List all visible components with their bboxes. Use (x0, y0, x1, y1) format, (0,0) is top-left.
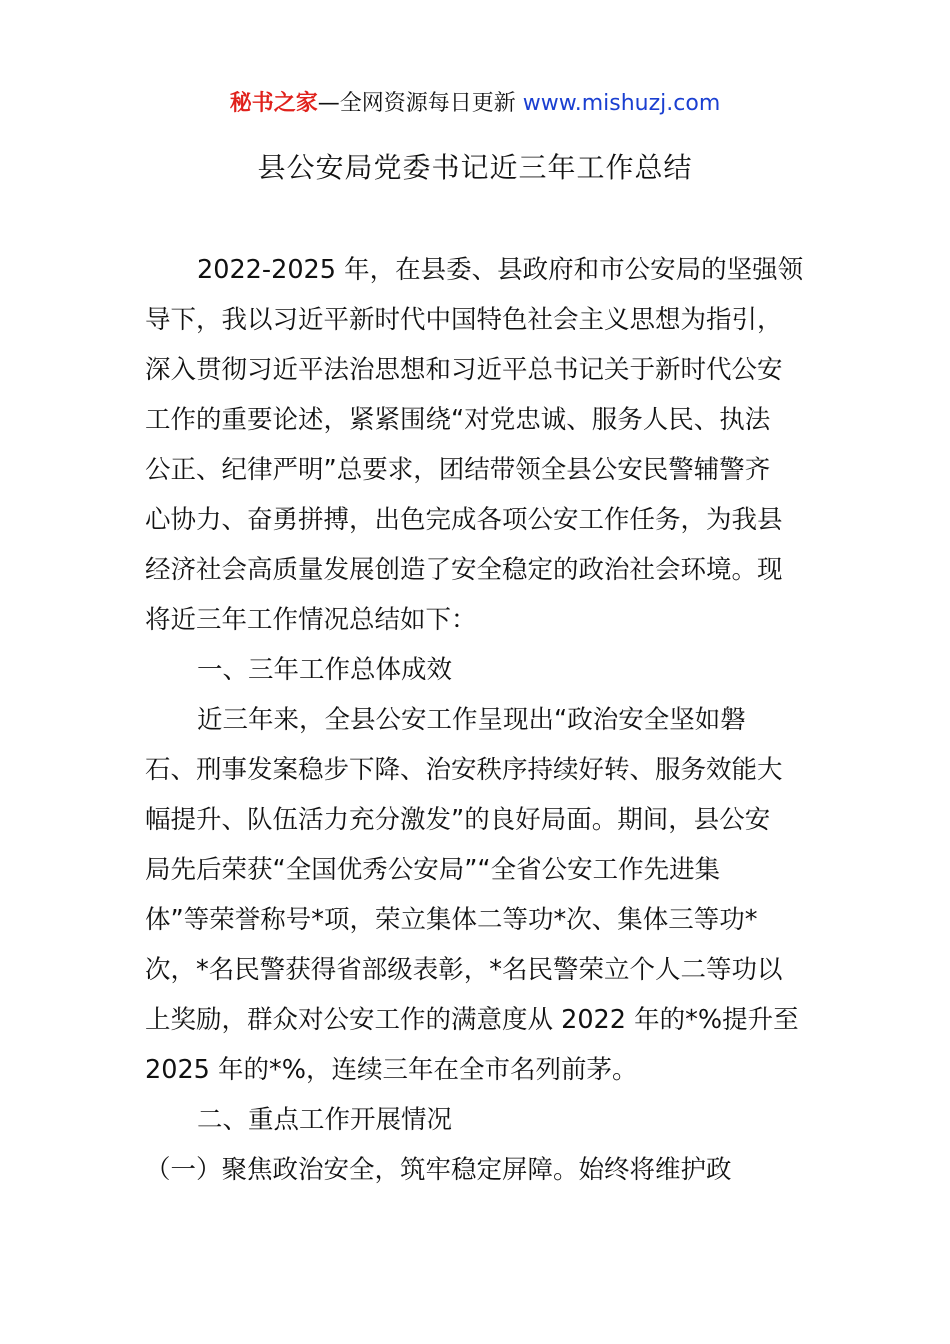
header-dash: — (317, 91, 340, 116)
subsection-line: （一）聚焦政治安全，筑牢稳定屏障。始终将维护政 (145, 1155, 732, 1185)
site-tagline: 全网资源每日更新 (339, 91, 516, 116)
paragraph-line: 经济社会高质量发展创造了安全稳定的政治社会环境。现 (145, 555, 783, 585)
paragraph-line: 深入贯彻习近平法治思想和习近平总书记关于新时代公安 (145, 355, 783, 385)
paragraph-line: 上奖励，群众对公安工作的满意度从 2022 年的*%提升至 (145, 1005, 799, 1035)
paragraph-line: 幅提升、队伍活力充分激发”的良好局面。期间，县公安 (145, 805, 771, 835)
paragraph-line: 2025 年的*%，连续三年在全市名列前茅。 (145, 1055, 638, 1085)
paragraph-line: 体”等荣誉称号*项，荣立集体二等功*次、集体三等功* (145, 905, 758, 935)
site-header (0, 86, 950, 122)
section-heading: 一、三年工作总体成效 (197, 655, 453, 685)
document-title: 县公安局党委书记近三年工作总结 (257, 151, 693, 184)
site-url-link[interactable]: www.mishuzj.com (522, 91, 721, 116)
paragraph-line: 公正、纪律严明”总要求，团结带领全县公安民警辅警齐 (145, 455, 771, 485)
paragraph-line: 导下，我以习近平新时代中国特色社会主义思想为指引， (145, 305, 783, 335)
paragraph-line: 心协力、奋勇拼搏，出色完成各项公安工作任务，为我县 (145, 505, 783, 535)
paragraph-line: 2022-2025 年，在县委、县政府和市公安局的坚强领 (197, 255, 804, 285)
paragraph-line: 工作的重要论述，紧紧围绕“对党忠诚、服务人民、执法 (145, 405, 771, 435)
paragraph-line: 局先后荣获“全国优秀公安局”“全省公安工作先进集 (145, 855, 721, 885)
paragraph-line: 近三年来，全县公安工作呈现出“政治安全坚如磐 (197, 705, 746, 735)
paragraph-line: 将近三年工作情况总结如下： (145, 605, 477, 635)
site-brand: 秘书之家 (229, 91, 318, 116)
paragraph-line: 石、刑事发案稳步下降、治安秩序持续好转、服务效能大 (145, 755, 783, 785)
section-heading: 二、重点工作开展情况 (197, 1105, 453, 1135)
document-body (145, 248, 805, 1198)
paragraph-line: 次，*名民警获得省部级表彰，*名民警荣立个人二等功以 (145, 955, 783, 985)
